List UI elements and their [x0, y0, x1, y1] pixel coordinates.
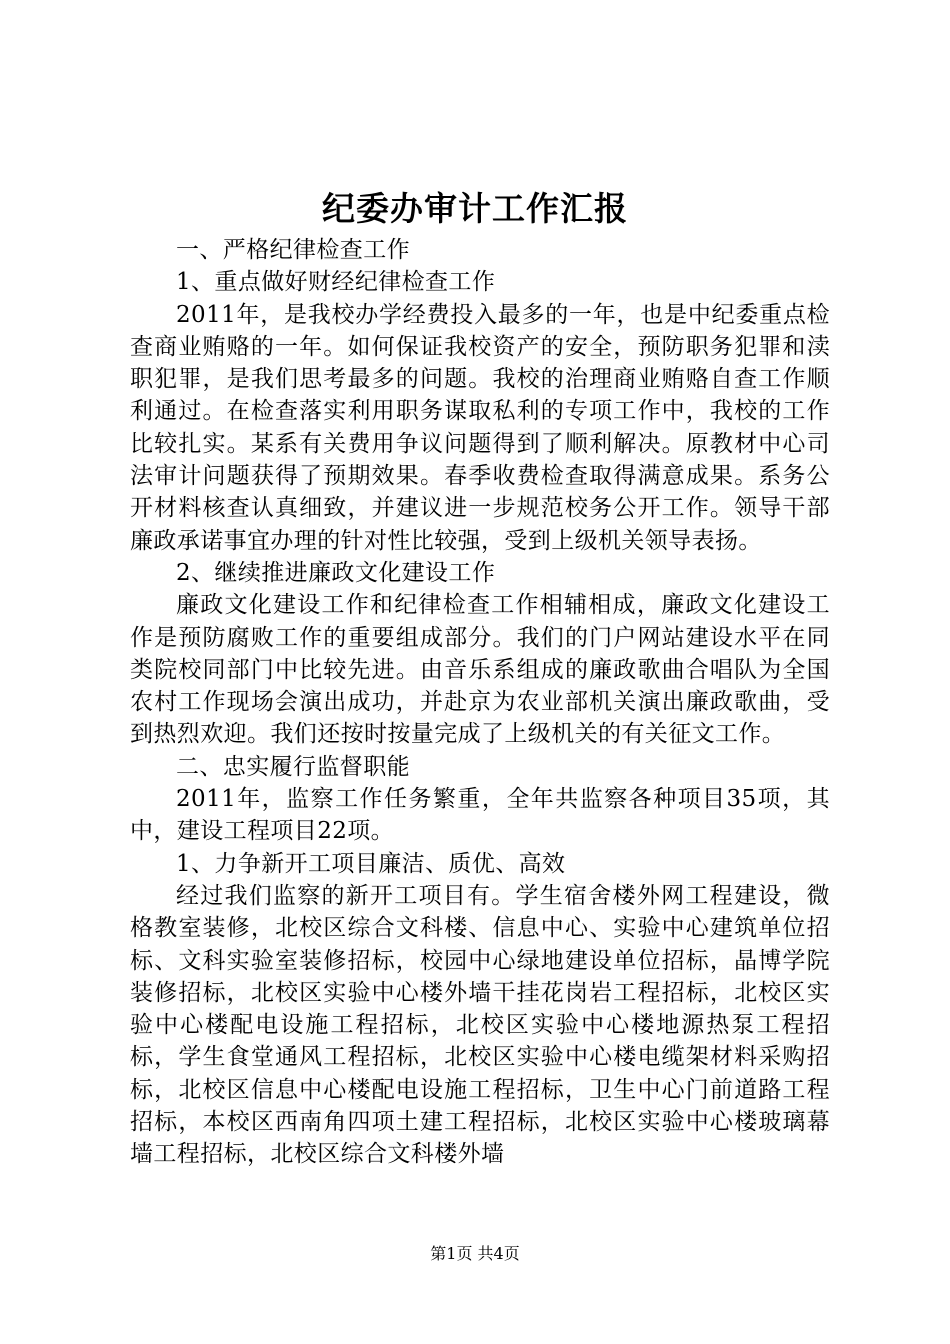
section-heading: 二、忠实履行监督职能: [176, 753, 410, 780]
body-paragraph: 2011年，是我校办学经费投入最多的一年，也是中纪委重点检查商业贿赂的一年。如何保证我校资产的安全，预防职务犯罪和渎职犯罪，是我们思考最多的问题。我校的治理商业贿赂自查工作顺利通过。在检查落实利用职务谋取私利的专项工作中，我校的工作比较扎实。某系有关费用争议问题得到了顺利解决。原教材中心司法审计问题获得了预期效果。春季收费检查取得满意成果。系务公开材料核查认真细致，并建议进一步规范校务公开工作。领导干部廉政承诺事宜办理的针对性比较强，受到上级机关领导表扬。: [130, 301, 830, 554]
subsection-heading: 1、重点做好财经纪律检查工作: [176, 269, 496, 296]
section-heading: 一、严格纪律检查工作: [176, 237, 410, 263]
subsection-heading: 2、继续推进廉政文化建设工作: [176, 559, 496, 586]
body-paragraph: 廉政文化建设工作和纪律检查工作相辅相成，廉政文化建设工作是预防腐败工作的重要组成部分。我们的门户网站建设水平在同类院校同部门中比较先进。由音乐系组成的廉政歌曲合唱队为全国农村工作现场会演出成功，并赴京为农业部机关演出廉政歌曲，受到热烈欢迎。我们还按时按量完成了上级机关的有关征文工作。: [130, 592, 830, 748]
page-footer: 第1页 共4页: [430, 1244, 520, 1263]
document-title: 纪委办审计工作汇报: [322, 189, 628, 228]
subsection-heading: 1、力争新开工项目廉洁、质优、高效: [176, 850, 566, 877]
document-body: [130, 234, 830, 1171]
body-paragraph: 2011年，监察工作任务繁重，全年共监察各种项目35项，其中，建设工程项目22项。: [130, 786, 830, 845]
body-paragraph: 经过我们监察的新开工项目有。学生宿舍楼外网工程建设，微格教室装修，北校区综合文科楼、信息中心、实验中心建筑单位招标、文科实验室装修招标，校园中心绿地建设单位招标，晶博学院装修招标，北校区实验中心楼外墙干挂花岗岩工程招标，北校区实验中心楼配电设施工程招标，北校区实验中心楼地源热泵工程招标，学生食堂通风工程招标，北校区实验中心楼电缆架材料采购招标，北校区信息中心楼配电设施工程招标，卫生中心门前道路工程招标，本校区西南角四项土建工程招标，北校区实验中心楼玻璃幕墙工程招标，北校区综合文科楼外墙: [130, 882, 830, 1168]
